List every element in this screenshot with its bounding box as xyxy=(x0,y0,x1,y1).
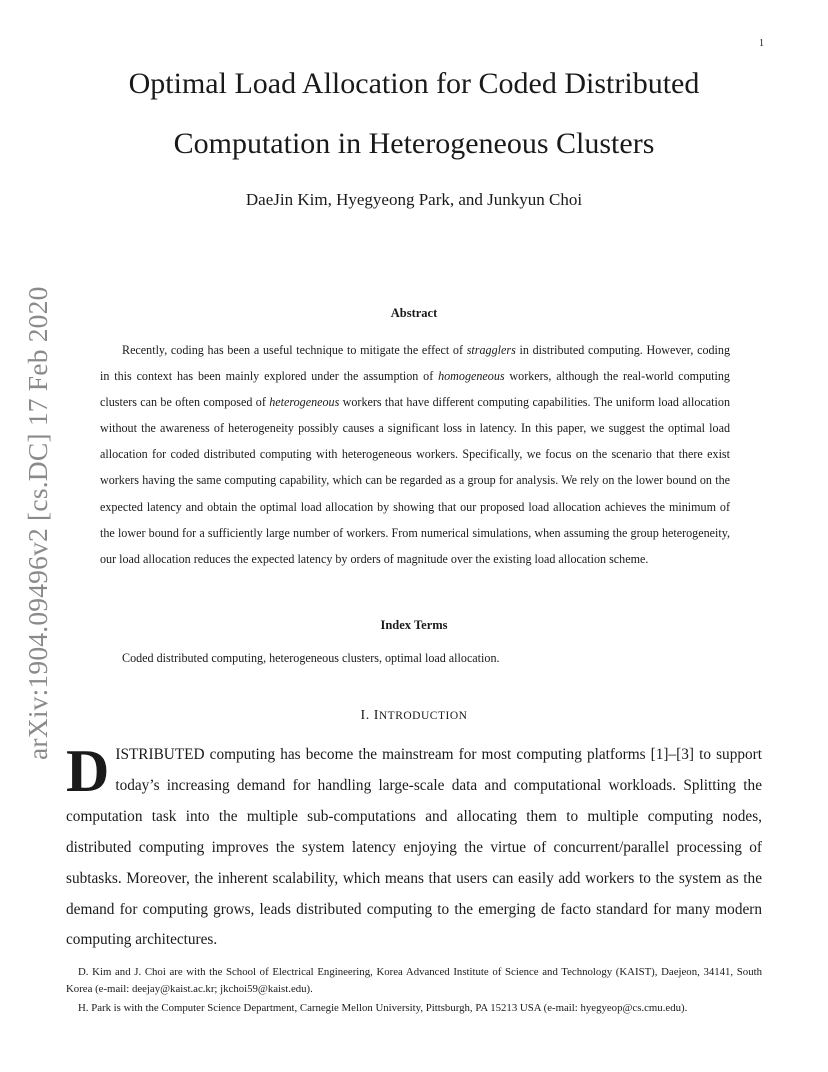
abstract-text-4: workers that have different computing capabilities. The uniform load allocation without the awareness of heterogeneity possibly causes a significant loss in latency. In this paper, we suggest the optimal load allocation for coded distributed computing with heterogeneous workers. Specifically, we focus on the scenario that there exist workers having the same computing capability, which can be regarded as a group for analysis. We rely on the lower bound on the expected latency and obtain the optimal load allocation by showing that our proposed load allocation achieves the minimum of the lower bound for a sufficiently large number of workers. From numerical simulations, when assuming the group heterogeneity, our load allocation reduces the expected latency by orders of magnitude over the existing load allocation scheme. xyxy=(100,395,730,566)
abstract-emphasis-homogeneous: homogeneous xyxy=(438,369,505,384)
section-heading-introduction xyxy=(60,708,768,724)
abstract-emphasis-heterogeneous: heterogeneous xyxy=(269,395,340,410)
title-line-1: Optimal Load Allocation for Coded Distributed xyxy=(128,67,700,100)
abstract-heading: Abstract xyxy=(390,306,438,320)
section-title-smallcaps: NTRODUCTION xyxy=(378,710,468,722)
footnote-affiliation-kaist: D. Kim and J. Choi are with the School of Electrical Engineering, Korea Advanced Institute of Science and Technology (KAIST), Daejeon, 34141, South Korea (e-mail: deejay@kaist.ac.kr; jkchoi59@kaist.edu). xyxy=(66,966,762,995)
index-terms-text: Coded distributed computing, heterogeneous clusters, optimal load allocation. xyxy=(122,651,500,665)
abstract-emphasis-stragglers: stragglers xyxy=(466,343,516,357)
author-list: DaeJin Kim, Hyegyeong Park, and Junkyun Choi xyxy=(245,190,583,209)
index-terms-heading: Index Terms xyxy=(380,618,448,632)
abstract-text-1: Recently, coding has been a useful technique to mitigate the effect of xyxy=(122,343,467,357)
section-numeral: I. I xyxy=(360,708,379,723)
arxiv-stamp-text: arXiv:1904.09496v2 [cs.DC] 17 Feb 2020 xyxy=(22,286,53,760)
abstract-text-3: workers, although the real-world computing clusters can be often composed of xyxy=(100,369,730,410)
paper-title xyxy=(60,54,768,174)
title-line-2: Computation in Heterogeneous Clusters xyxy=(173,127,655,160)
footnote-affiliation-cmu: H. Park is with the Computer Science Department, Carnegie Mellon University, Pittsburgh, PA 15213 USA (e-mail: hyegyeop@cs.cmu.edu). xyxy=(78,1002,688,1014)
drop-cap: D xyxy=(66,738,110,804)
introduction-paragraph xyxy=(66,740,762,956)
introduction-text: ISTRIBUTED computing has become the mainstream for most computing platforms [1]–[3] to support today’s increasing demand for handling large-scale data and computational workloads. Splitting the computation task into the multiple sub-computations and allocating them to multiple computing nodes, distributed computing improves the system latency enjoying the virtue of concurrent/parallel processing of subtasks. Moreover, the inherent scalability, which means that users can easily add workers to the system as the demand for computing grows, leads distributed computing to the emerging de facto standard for many modern computing architectures. xyxy=(66,746,762,949)
footnotes xyxy=(66,964,762,1020)
arxiv-stamp xyxy=(18,285,58,760)
abstract-body xyxy=(100,337,730,572)
abstract-text-2: in distributed computing. However, coding in this context has been mainly explored under the assumption of xyxy=(100,343,730,384)
page-number: 1 xyxy=(759,38,764,49)
